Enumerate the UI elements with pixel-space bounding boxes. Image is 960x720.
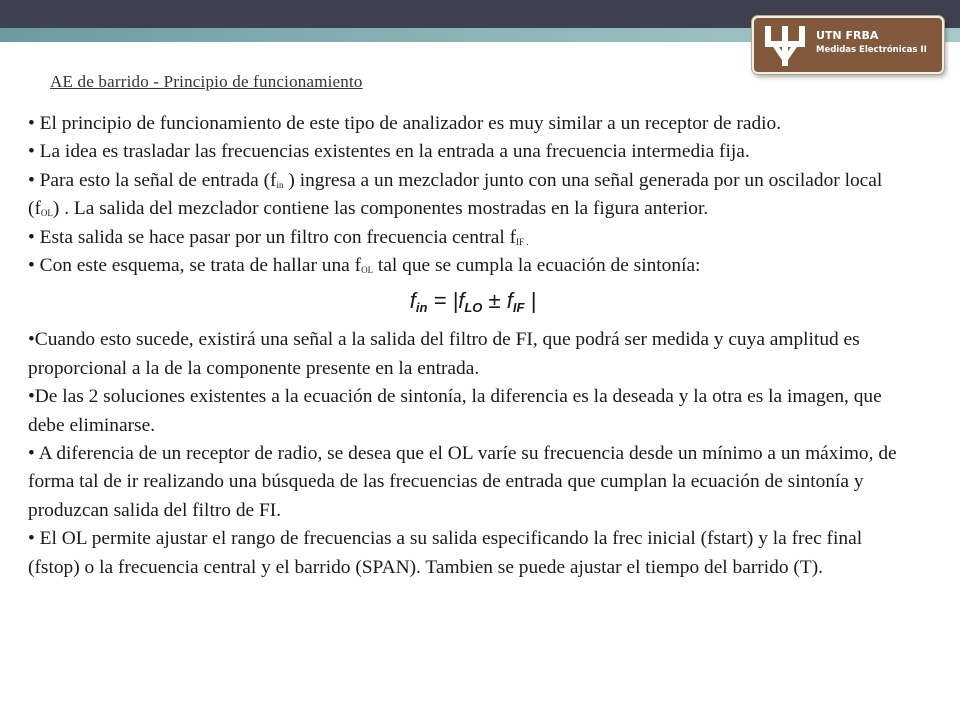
equation-sub-in: in <box>415 300 428 316</box>
equation-f-in: f <box>409 288 416 314</box>
paragraph-5-part-b: tal que se cumpla la ecuación de sintonía: <box>373 255 701 277</box>
equation-plus-minus: ± <box>482 288 507 314</box>
subscript-ol: OL <box>40 208 53 219</box>
subscript-in: in <box>276 179 284 190</box>
equation-close: | <box>524 288 537 314</box>
paragraph-1: • El principio de funcionamiento de este tipo de analizador es muy similar a un receptor de radio. <box>28 113 782 134</box>
paragraph-4-text: • Esta salida se hace pasar por un filtro con frecuencia central f <box>28 226 517 248</box>
slide-title: AE de barrido - Principio de funcionamiento <box>50 72 363 91</box>
org-name: UTN FRBA <box>816 29 879 42</box>
paragraph-3 <box>28 167 898 224</box>
paragraph-3-part-a: • Para esto la señal de entrada (f <box>28 169 277 191</box>
equation-equals: = | <box>427 288 459 314</box>
paragraph-8: • A diferencia de un receptor de radio, se desea que el OL varíe su frecuencia desde un mínimo a un máximo, de forma tal de ir realizando una búsqueda de las frecuencias de entrada que cumplan la ecuación de sintonía y produzcan salida del filtro de FI. <box>28 443 897 521</box>
utn-logo-icon <box>762 24 808 68</box>
equation-f-if: f <box>506 288 513 314</box>
paragraph-4 <box>28 224 898 252</box>
paragraph-5-part-a: • Con este esquema, se trata de hallar una f <box>28 255 362 277</box>
course-name: Medidas Electrónicas II <box>816 45 927 55</box>
header-logo <box>752 16 944 74</box>
equation-sub-if: IF <box>512 300 525 316</box>
paragraph-3-part-b: ) ingresa a un mezclador junto con una señal generada por un oscilador local (f <box>28 169 883 220</box>
paragraph-6: •Cuando esto sucede, existirá una señal a la salida del filtro de FI, que podrá ser medida y cuya amplitud es proporcional a la de la componente presente en la entrada. <box>28 329 860 379</box>
paragraph-5 <box>28 252 898 280</box>
subscript-ol-2: OL <box>361 265 374 276</box>
subscript-if: IF . <box>516 236 529 247</box>
paragraph-3-part-c: ) . La salida del mezclador contiene las componentes mostradas en la figura anterior. <box>52 198 709 220</box>
paragraph-7: •De las 2 soluciones existentes a la ecuación de sintonía, la diferencia es la deseada y la otra es la imagen, que debe eliminarse. <box>28 386 882 436</box>
paragraph-2: • La idea es trasladar las frecuencias existentes en la entrada a una frecuencia intermedia fija. <box>28 141 750 163</box>
equation-sub-lo: LO <box>464 300 483 316</box>
tuning-equation <box>28 282 898 318</box>
paragraph-9: • El OL permite ajustar el rango de frecuencias a su salida especificando la frec inicial (fstart) y la frec final (fstop) o la frecuencia central y el barrido (SPAN). Tambien se puede ajustar el tiempo del barrido (T). <box>28 528 863 578</box>
slide-body <box>28 110 898 582</box>
equation-f-lo: f <box>458 288 465 314</box>
